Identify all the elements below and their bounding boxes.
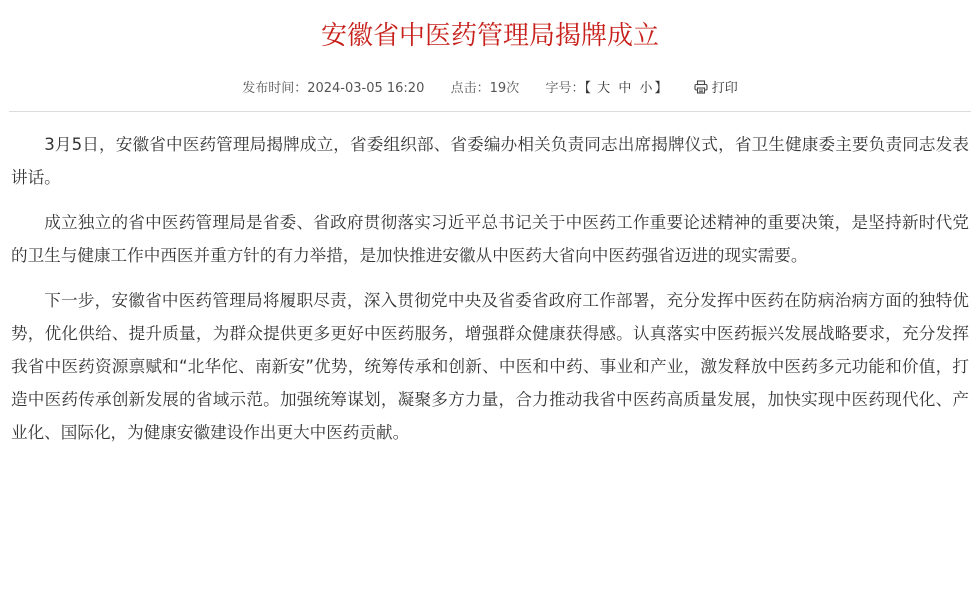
- font-size-bracket-close: 】: [654, 81, 668, 96]
- publish-time-label: 发布时间：: [242, 81, 308, 96]
- body-paragraph: 成立独立的省中医药管理局是省委、省政府贯彻落实习近平总书记关于中医药工作重要论述精神的重要决策，是坚持新时代党的卫生与健康工作中西医并重方针的有力举措，是加快推进安徽从中医药大省向中医药强省迈进的现实需要。: [11, 213, 969, 265]
- printer-icon: [694, 80, 708, 94]
- article-meta-bar: [9, 79, 971, 99]
- body-paragraph: 下一步，安徽省中医药管理局将履职尽责，深入贯彻党中央及省委省政府工作部署，充分发挥中医药在防病治病方面的独特优势，优化供给、提升质量，为群众提供更多更好中医药服务，增强群众健康获得感。认真落实中医药振兴发展战略要求，充分发挥我省中医药资源禀赋和“北华佗、南新安”优势，统筹传承和创新、中医和中药、事业和产业，激发释放中医药多元功能和价值，打造中医药传承创新发展的省域示范。加强统筹谋划，凝聚多方力量，合力推动我省中医药高质量发展，加快实现中医药现代化、产业化、国际化，为健康安徽建设作出更大中医药贡献。: [11, 291, 969, 442]
- body-paragraph: 3月5日，安徽省中医药管理局揭牌成立，省委组织部、省委编办相关负责同志出席揭牌仪式，省卫生健康委主要负责同志发表讲话。: [11, 135, 969, 187]
- font-size-label: 字号：: [545, 81, 585, 96]
- font-size-large-button[interactable]: 大: [597, 81, 611, 96]
- font-size-medium-button[interactable]: 中: [618, 81, 632, 96]
- title-divider: [9, 111, 971, 112]
- print-button[interactable]: [694, 81, 738, 96]
- clicks-label: 点击：: [450, 81, 490, 96]
- article-title: 安徽省中医药管理局揭牌成立: [320, 21, 659, 51]
- font-size-bracket-open: 【: [584, 81, 592, 96]
- publish-time-value: 2024-03-05 16:20: [307, 81, 425, 96]
- clicks-value: 19次: [489, 81, 520, 96]
- print-label: 打印: [711, 81, 738, 96]
- article-body: [9, 128, 971, 449]
- font-size-small-button[interactable]: 小: [639, 81, 653, 96]
